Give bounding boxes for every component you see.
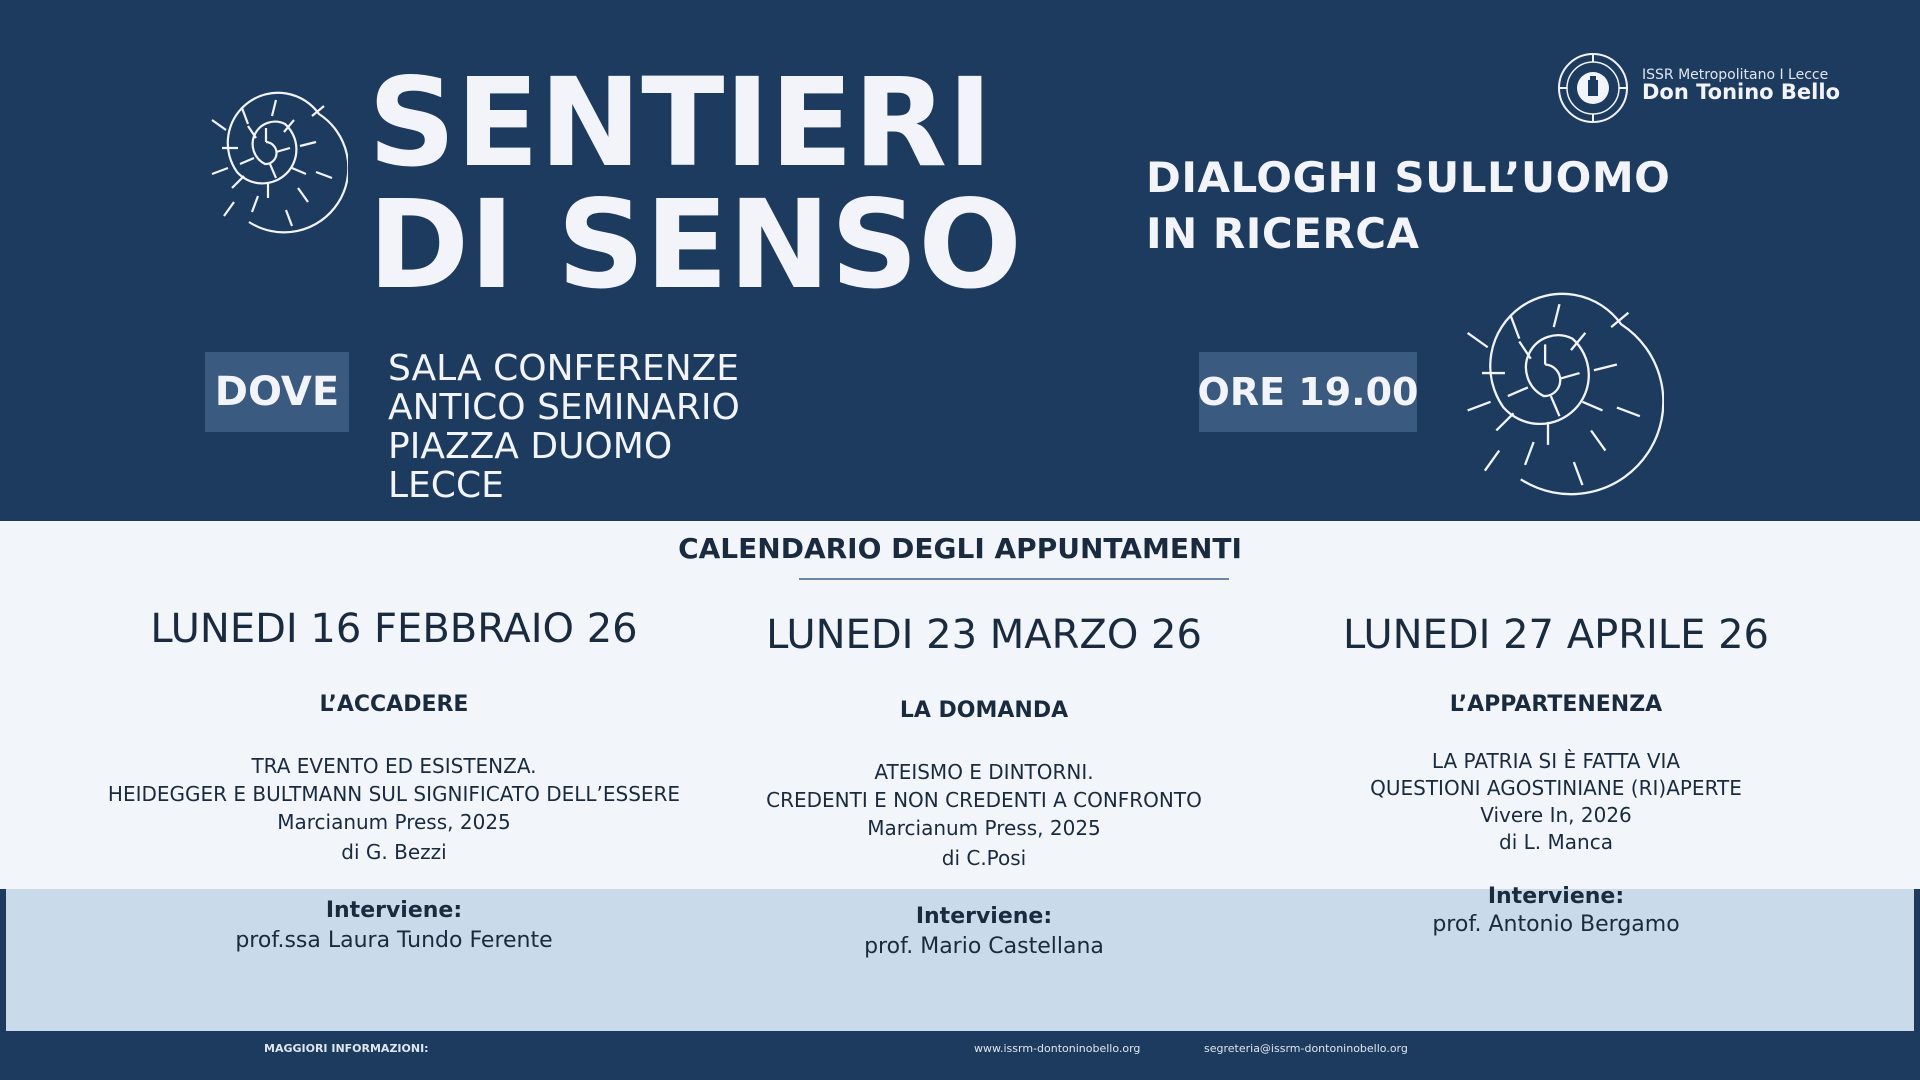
event-date: LUNEDI 27 APRILE 26 bbox=[1343, 612, 1769, 658]
speaker-name: prof. Mario Castellana bbox=[864, 934, 1104, 959]
event-title-line2: DI SENSO bbox=[368, 174, 1023, 316]
time-label: ORE 19.00 bbox=[1199, 352, 1417, 432]
address-block bbox=[388, 349, 740, 505]
spiral-right-icon bbox=[1432, 264, 1664, 508]
institute-logo-icon bbox=[1557, 52, 1629, 124]
footer-email-link[interactable]: segreteria@issrm-dontoninobello.org bbox=[1204, 1042, 1408, 1055]
event-line: di C.Posi bbox=[941, 846, 1027, 870]
event-line: CREDENTI E NON CREDENTI A CONFRONTO bbox=[766, 788, 1202, 812]
event-line: Marcianum Press, 2025 bbox=[277, 810, 511, 834]
event-line: di L. Manca bbox=[1499, 830, 1613, 854]
address-line: LECCE bbox=[388, 465, 504, 506]
event-line: ATEISMO E DINTORNI. bbox=[874, 760, 1094, 784]
event-theme: L’APPARTENENZA bbox=[1449, 692, 1663, 717]
event-theme: L’ACCADERE bbox=[319, 692, 469, 717]
event-line: di G. Bezzi bbox=[341, 840, 447, 864]
address-line: ANTICO SEMINARIO bbox=[388, 387, 740, 428]
where-label: DOVE bbox=[205, 352, 349, 432]
footer-info-label: MAGGIORI INFORMAZIONI: bbox=[264, 1042, 429, 1055]
event-title-line1: SENTIERI bbox=[368, 52, 993, 194]
calendar-heading: CALENDARIO DEGLI APPUNTAMENTI bbox=[678, 532, 1242, 565]
speaker-label: Interviene: bbox=[915, 904, 1053, 929]
event-date: LUNEDI 23 MARZO 26 bbox=[766, 612, 1202, 658]
speaker-name: prof.ssa Laura Tundo Ferente bbox=[235, 928, 553, 953]
footer-website-link[interactable]: www.issrm-dontoninobello.org bbox=[974, 1042, 1141, 1055]
address-line: PIAZZA DUOMO bbox=[388, 426, 673, 467]
event-line: LA PATRIA SI È FATTA VIA bbox=[1431, 749, 1681, 773]
speaker-label: Interviene: bbox=[1487, 884, 1625, 909]
footer-band bbox=[0, 1031, 1920, 1080]
address-line: SALA CONFERENZE bbox=[388, 348, 740, 389]
event-line: HEIDEGGER E BULTMANN SUL SIGNIFICATO DELL’ESSERE bbox=[107, 782, 681, 806]
subtitle-line2: IN RICERCA bbox=[1146, 209, 1420, 258]
event-date: LUNEDI 16 FEBBRAIO 26 bbox=[150, 606, 638, 652]
speaker-label: Interviene: bbox=[325, 898, 463, 923]
heading-divider bbox=[799, 578, 1229, 580]
logo-institute-name: ISSR Metropolitano I Lecce bbox=[1642, 67, 1829, 83]
subtitle-line1: DIALOGHI SULL’UOMO bbox=[1146, 153, 1671, 202]
logo-institute-title: Don Tonino Bello bbox=[1642, 80, 1840, 104]
event-line: Marcianum Press, 2025 bbox=[867, 816, 1101, 840]
event-line: TRA EVENTO ED ESISTENZA. bbox=[251, 754, 537, 778]
event-line: Vivere In, 2026 bbox=[1480, 803, 1632, 827]
event-line: QUESTIONI AGOSTINIANE (RI)APERTE bbox=[1370, 776, 1742, 800]
speaker-name: prof. Antonio Bergamo bbox=[1432, 912, 1680, 937]
event-theme: LA DOMANDA bbox=[899, 698, 1069, 723]
spiral-left-icon bbox=[188, 72, 348, 242]
